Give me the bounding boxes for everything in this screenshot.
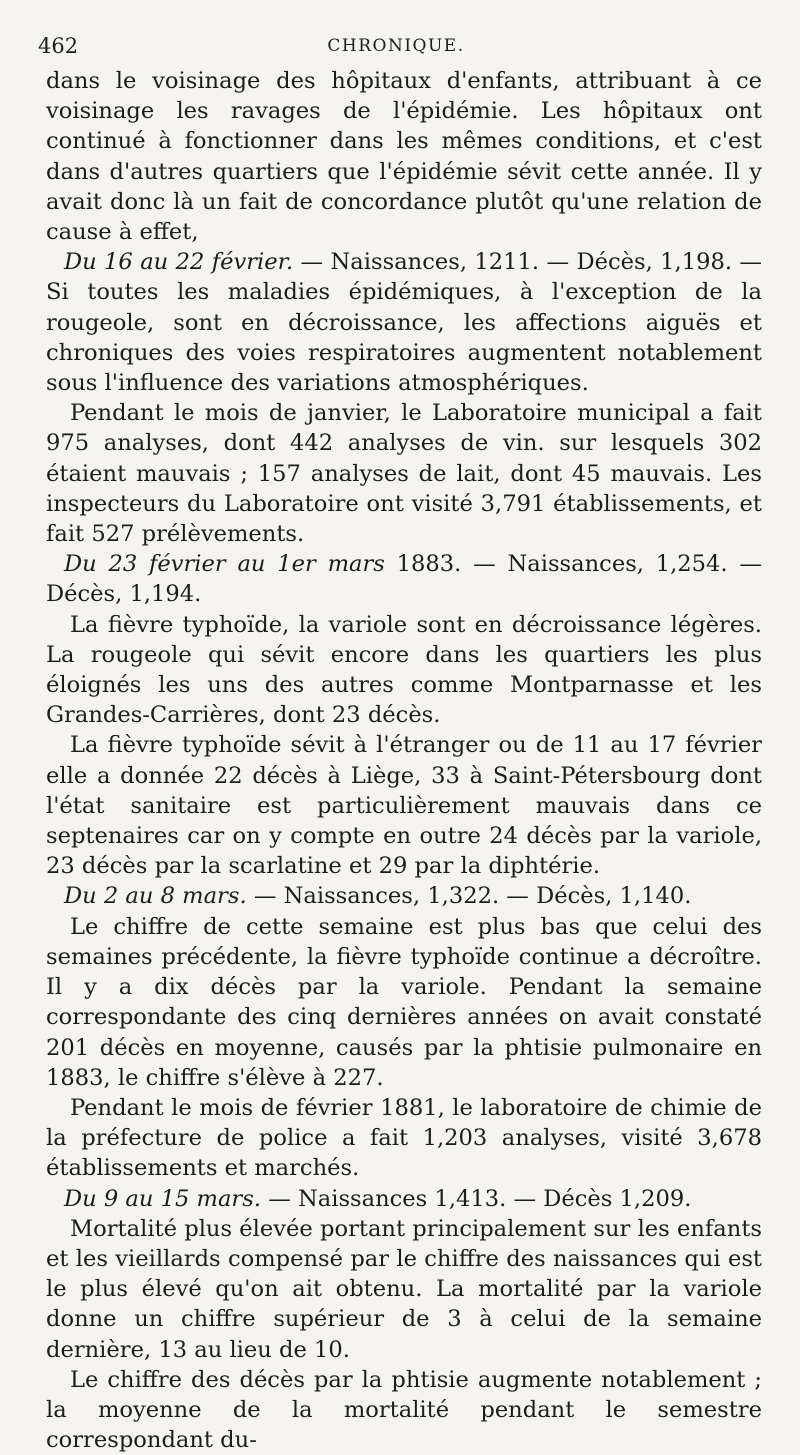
paragraph-text: — Naissances 1,413. — Décès 1,209. [261,1185,692,1212]
paragraph-dated [46,549,762,609]
page-header [38,34,754,64]
paragraph: La fièvre typhoïde, la variole sont en décroissance légères. La rougeole qui sévit encore dans les quartiers les plus éloignés les uns des autres comme Montparnasse et les Grandes-Carrières, dont 23 décès. [46,611,762,729]
paragraph: Pendant le mois de janvier, le Laboratoire municipal a fait 975 analyses, dont 442 analyses de vin. sur lesquels 302 étaient mauvais ; 157 analyses de lait, dont 45 mauvais. Les inspecteurs du Laboratoire ont visité 3,791 établissements, et fait 527 prélèvements. [46,400,762,548]
paragraph-dated [46,247,762,398]
paragraph: Mortalité plus élevée portant principalement sur les enfants et les vieillards compensé par le chiffre des naissances qui est le plus élevé qu'on ait obtenu. La mortalité par la variole donne un chiffre supérieur de 3 à celui de la semaine dernière, 13 au lieu de 10. [46,1215,762,1363]
date-heading: Du 16 au 22 février. [64,249,294,276]
paragraph-text: — Naissances, 1211. — Décès, 1,198. — Si toutes les maladies épidémiques, à l'exception de la rougeole, sont en décroissance, les affections aiguës et chroniques des voies respiratoires augmentent notablement sous l'influence des variations atmosphériques. [46,249,762,397]
paragraph: dans le voisinage des hôpitaux d'enfants, attribuant à ce voisinage les ravages de l'épidémie. Les hôpitaux ont continué à fonctionner dans les mêmes conditions, et c'est dans d'autres quartiers que l'épidémie sévit cette année. Il y avait donc là un fait de concordance plutôt qu'une relation de cause à effet, [46,68,762,246]
page-number: 462 [38,34,79,58]
paragraph-text: 1883. — Naissances, 1,254. — Décès, 1,194. [46,551,762,608]
date-heading: Du 9 au 15 mars. [64,1185,262,1212]
body-text [46,66,762,1455]
running-title: CHRONIQUE. [327,36,465,56]
paragraph-text: — Naissances, 1,322. — Décès, 1,140. [246,883,692,910]
paragraph-dated [46,881,762,911]
paragraph-dated [46,1184,762,1214]
date-heading: Du 23 février au 1er mars [64,551,385,578]
paragraph: La fièvre typhoïde sévit à l'étranger ou de 11 au 17 février elle a donnée 22 décès à Liège, 33 à Saint-Pétersbourg dont l'état sanitaire est particulièrement mauvais dans ce septenaires car on y compte en outre 24 décès par la variole, 23 décès par la scarlatine et 29 par la diphtérie. [46,732,762,880]
paragraph: Le chiffre de cette semaine est plus bas que celui des semaines précédente, la fièvre typhoïde continue a décroître. Il y a dix décès par la variole. Pendant la semaine correspondante des cinq dernières années on avait constaté 201 décès en moyenne, causés par la phtisie pulmonaire en 1883, le chiffre s'élève à 227. [46,913,762,1091]
date-heading: Du 2 au 8 mars. [64,883,247,910]
paragraph: Pendant le mois de février 1881, le laboratoire de chimie de la préfecture de police a fait 1,203 analyses, visité 3,678 établissements et marchés. [46,1094,762,1182]
paragraph: Le chiffre des décès par la phtisie augmente notablement ; la moyenne de la mortalité pendant le semestre correspondant du- [46,1366,762,1454]
